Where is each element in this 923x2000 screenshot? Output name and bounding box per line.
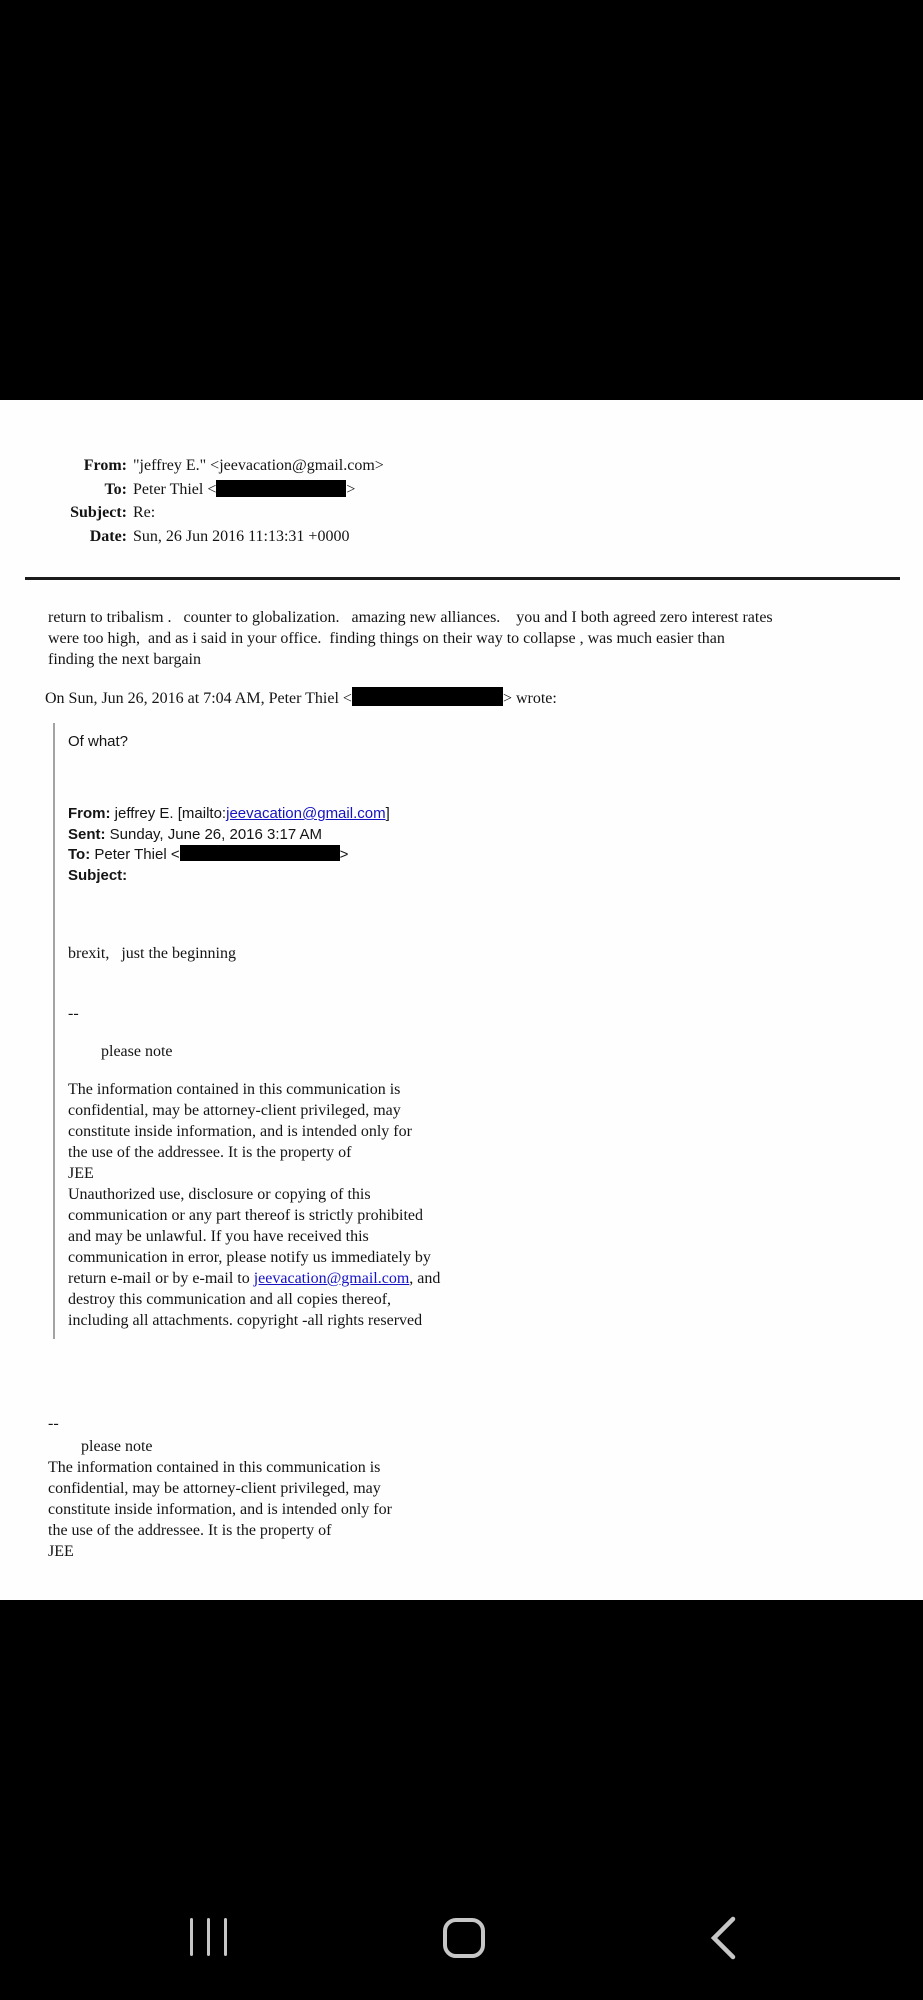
inner-from-label: From: (68, 805, 111, 822)
sender-signature-block (48, 1413, 923, 1562)
header-to-value-before: Peter Thiel < (133, 480, 217, 498)
disclaimer-line: constitute inside information, and is intended only for (48, 1501, 392, 1518)
disclaimer-line: and may be unlawful. If you have received this (68, 1228, 369, 1245)
inner-to-before: Peter Thiel < (90, 846, 180, 863)
android-navbar (0, 1890, 923, 1990)
disclaimer-line: constitute inside information, and is intended only for (68, 1123, 412, 1140)
disclaimer-line: communication or any part thereof is strictly prohibited (68, 1207, 424, 1224)
recents-button[interactable] (180, 1918, 236, 1958)
header-date-value: Sun, 26 Jun 2016 11:13:31 +0000 (133, 527, 350, 545)
disclaimer-link-line (68, 1268, 613, 1289)
header-from-row (43, 454, 923, 478)
inner-sent-label: Sent: (68, 825, 106, 843)
header-to-value-after: > (346, 480, 356, 498)
disclaimer-line: the use of the addressee. It is the property of (68, 1144, 352, 1161)
header-subject-value: Re: (133, 504, 156, 521)
inner-sent-value: Sunday, June 26, 2016 3:17 AM (105, 825, 323, 843)
disclaimer-line: confidential, may be attorney-client privileged, may (48, 1480, 381, 1497)
header-date-row (43, 525, 923, 549)
redaction-bar (216, 480, 346, 497)
recents-icon (207, 1918, 210, 1956)
mailto-link[interactable]: jeevacation@gmail.com (253, 1270, 410, 1287)
inner-to-after: > (339, 846, 349, 863)
quote-attribution-line (45, 687, 923, 709)
disclaimer-line: confidential, may be attorney-client privileged, may (68, 1102, 401, 1119)
confidentiality-disclaimer (68, 1079, 613, 1331)
disclaimer-line: destroy this communication and all copies thereof, (68, 1291, 392, 1308)
inner-subject-row (68, 866, 613, 887)
email-header (43, 454, 923, 548)
redaction-bar (352, 687, 503, 706)
back-button[interactable] (706, 1915, 740, 1961)
recents-icon (224, 1918, 227, 1956)
attribution-before: On Sun, Jun 26, 2016 at 7:04 AM, Peter Thiel < (45, 690, 352, 707)
header-subject-row (43, 501, 923, 525)
please-note-line: please note (101, 1043, 173, 1060)
quoted-email-block (53, 723, 613, 1339)
top-letterbox (0, 0, 923, 400)
body-line: finding the next bargain (48, 651, 201, 668)
back-chevron-icon (706, 1915, 740, 1961)
inner-from-post: ] (385, 805, 390, 822)
disclaimer-line: including all attachments. copyright -all rights reserved (68, 1312, 423, 1329)
email-body-paragraph (48, 607, 923, 670)
attribution-after: > wrote: (502, 690, 557, 707)
please-note-line: please note (81, 1438, 153, 1455)
quoted-message-text: brexit, just the beginning (68, 945, 236, 962)
header-to-label: To: (104, 480, 127, 498)
disclaimer-line: JEE (68, 1165, 94, 1182)
recents-icon (190, 1918, 193, 1956)
inner-subject-label: Subject: (68, 866, 128, 884)
body-line: were too high, and as i said in your office. finding things on their way to collapse , was much easier than (48, 630, 725, 647)
home-button[interactable] (443, 1918, 485, 1958)
header-from-value: "jeffrey E." <jeevacation@gmail.com> (133, 457, 384, 474)
redaction-bar (180, 845, 340, 861)
disclaimer-link-pre: return e-mail or by e-mail to (68, 1270, 254, 1287)
inner-sent-row (68, 825, 613, 846)
inner-from-pre: jeffrey E. [mailto: (110, 805, 227, 822)
signature-dashes: -- (48, 1415, 59, 1432)
disclaimer-line: JEE (48, 1543, 74, 1560)
header-from-label: From: (83, 457, 127, 474)
signature-dashes: -- (68, 1005, 79, 1022)
header-date-label: Date: (89, 527, 127, 545)
quoted-email-header (68, 804, 613, 886)
inner-to-label: To: (68, 846, 91, 863)
disclaimer-line: The information contained in this communication is (68, 1081, 401, 1098)
disclaimer-link-post: , and (409, 1270, 441, 1287)
email-document-page (0, 400, 923, 1600)
mailto-link[interactable]: jeevacation@gmail.com (226, 805, 386, 822)
inner-to-row (68, 845, 613, 866)
header-to-row (43, 478, 923, 502)
header-subject-label: Subject: (70, 504, 127, 521)
quoted-reply-text: Of what? (68, 733, 129, 750)
disclaimer-line: The information contained in this communication is (48, 1459, 381, 1476)
body-line: return to tribalism . counter to globalization. amazing new alliances. you and I both agreed zero interest rates (48, 609, 773, 626)
header-separator-line (25, 577, 900, 580)
disclaimer-line: the use of the addressee. It is the property of (48, 1522, 332, 1539)
inner-from-row (68, 804, 613, 825)
disclaimer-line: Unauthorized use, disclosure or copying of this (68, 1186, 371, 1203)
disclaimer-line: communication in error, please notify us immediately by (68, 1249, 431, 1266)
